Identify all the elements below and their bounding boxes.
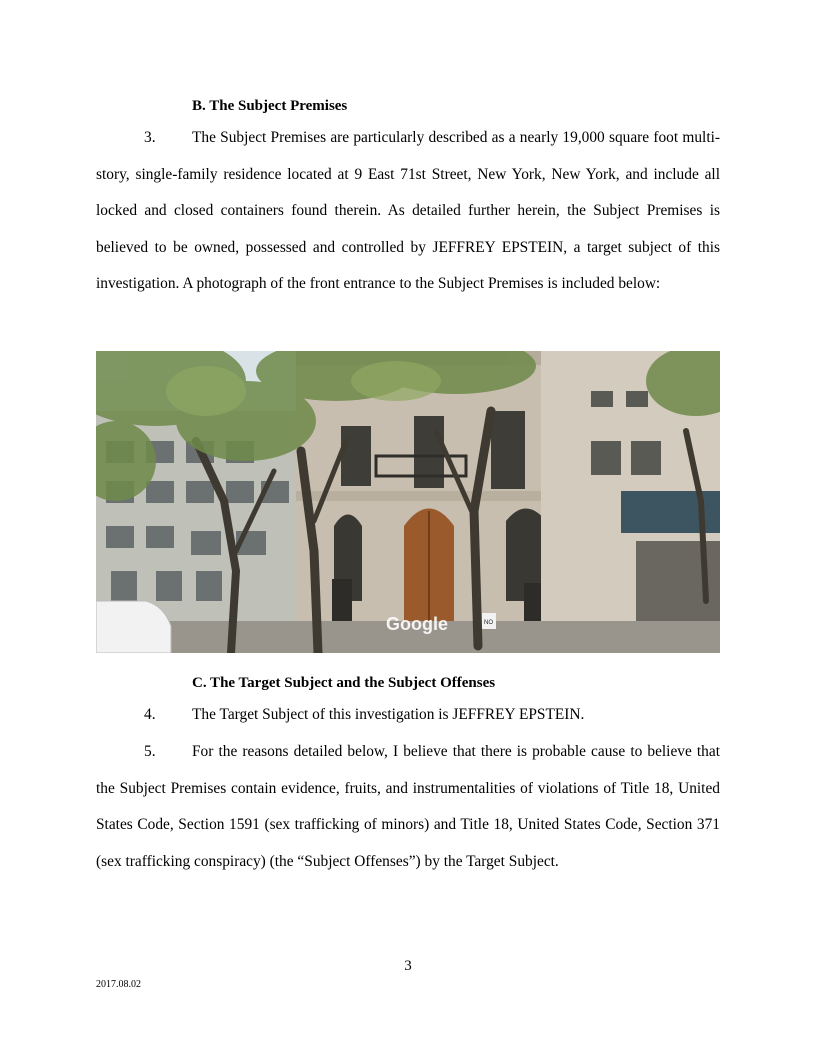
paragraph-number: 5.	[144, 743, 156, 760]
paragraph-number: 4.	[144, 706, 156, 723]
paragraph-text: The Target Subject of this investigation is JEFFREY EPSTEIN.	[192, 706, 585, 723]
google-watermark: Google	[386, 614, 448, 634]
paragraph-5	[96, 734, 720, 880]
paragraph-text: The Subject Premises are particularly described as a nearly 19,000 square foot multi-story, single-family residence located at 9 East 71st Street, New York, New York, and include all locked and closed containers found therein. As detailed further herein, the Subject Premises is believed to be owned, possessed and controlled by JEFFREY EPSTEIN, a target subject of this investigation. A photograph of the front entrance to the Subject Premises is included below:	[96, 129, 720, 293]
paragraph-4	[96, 697, 720, 734]
subject-premises-photo	[96, 351, 720, 653]
paragraph-3	[96, 120, 720, 303]
page-number: 3	[404, 958, 412, 974]
section-heading-b: B. The Subject Premises	[192, 98, 348, 114]
section-heading-c: C. The Target Subject and the Subject Offenses	[192, 675, 496, 691]
street-sign-text: NO	[484, 620, 493, 626]
paragraph-number: 3.	[144, 129, 156, 146]
paragraph-text: For the reasons detailed below, I believe that there is probable cause to believe that the Subject Premises contain evidence, fruits, and instrumentalities of violations of Title 18, United States Code, Section 1591 (sex trafficking of minors) and Title 18, United States Code, Section 371 (sex trafficking conspiracy) (the “Subject Offenses”) by the Target Subject.	[96, 743, 720, 870]
footer-date: 2017.08.02	[96, 979, 141, 990]
